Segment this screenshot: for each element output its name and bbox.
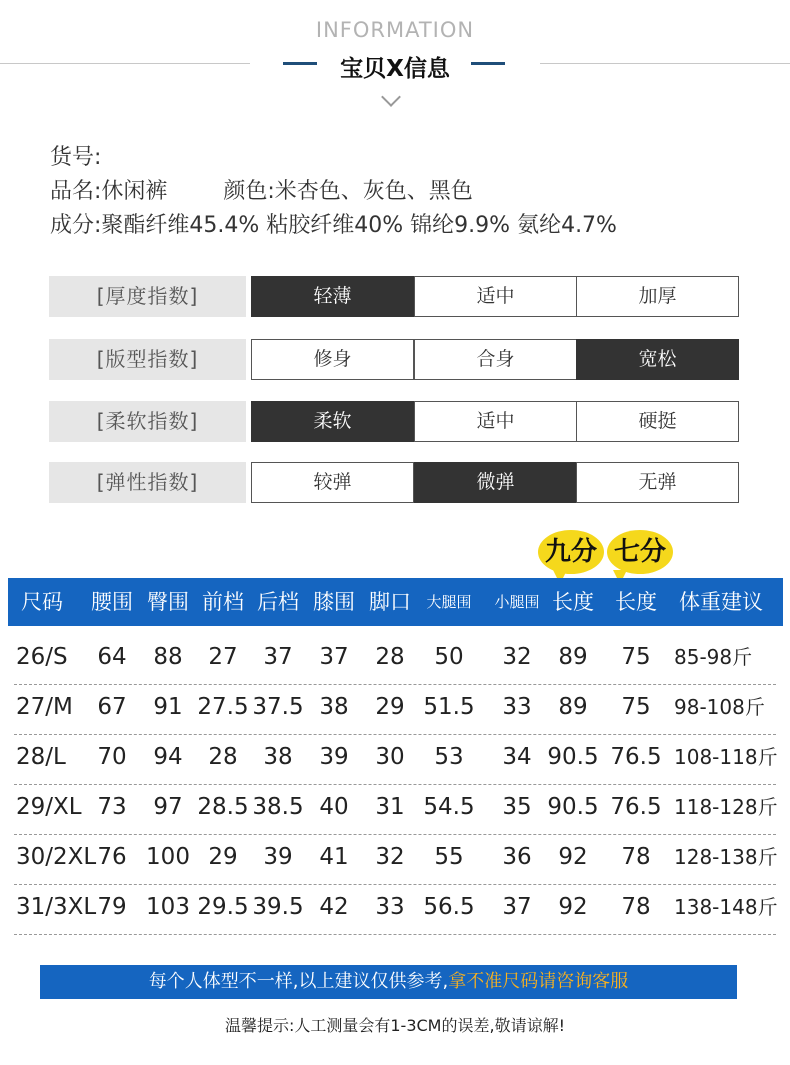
table-row [8, 630, 783, 680]
table-cell: 97 [153, 794, 183, 820]
table-cell: 94 [153, 744, 183, 770]
table-row [8, 830, 783, 880]
column-header: 尺码 [21, 590, 63, 614]
table-cell: 89 [558, 644, 588, 670]
table-cell: 28.5 [197, 794, 249, 820]
table-cell: 29.5 [197, 894, 249, 920]
table-cell: 53 [434, 744, 464, 770]
index-option: 适中 [414, 401, 577, 442]
size-advice-highlight: 拿不准尺码请咨询客服 [448, 971, 629, 992]
index-row [49, 401, 739, 442]
table-cell: 98-108斤 [674, 695, 765, 719]
table-cell: 36 [502, 844, 532, 870]
index-row [49, 462, 739, 503]
table-cell: 78 [621, 844, 651, 870]
table-cell: 91 [153, 694, 183, 720]
table-cell: 42 [319, 894, 349, 920]
table-cell: 73 [97, 794, 127, 820]
table-cell: 76 [97, 844, 127, 870]
header-title-cn: 宝贝X信息 [340, 56, 450, 82]
index-label: [弹性指数] [49, 462, 246, 503]
table-cell: 89 [558, 694, 588, 720]
table-row [8, 780, 783, 830]
table-cell: 31/3XL [16, 894, 97, 920]
index-label: [厚度指数] [49, 276, 246, 317]
column-header: 前档 [202, 590, 244, 614]
table-cell: 75 [621, 644, 651, 670]
table-cell: 27.5 [197, 694, 249, 720]
table-cell: 90.5 [547, 744, 599, 770]
table-cell: 37 [319, 644, 349, 670]
table-cell: 26/S [16, 644, 68, 670]
table-cell: 90.5 [547, 794, 599, 820]
table-cell: 38 [319, 694, 349, 720]
index-option: 加厚 [576, 276, 739, 317]
table-row [8, 680, 783, 730]
index-option: 合身 [414, 339, 577, 380]
column-header: 长度 [552, 590, 594, 614]
table-cell: 41 [319, 844, 349, 870]
column-header: 后档 [257, 590, 299, 614]
info-item-no: 货号: [50, 145, 102, 170]
size-advice-bar [40, 965, 737, 999]
index-label: [版型指数] [49, 339, 246, 380]
table-cell: 33 [502, 694, 532, 720]
table-cell: 92 [558, 894, 588, 920]
header-title-en: INFORMATION [315, 18, 475, 42]
index-option-selected: 宽松 [576, 339, 739, 380]
table-cell: 55 [434, 844, 464, 870]
table-cell: 38.5 [252, 794, 304, 820]
column-header: 腰围 [91, 590, 133, 614]
table-row [8, 880, 783, 930]
table-cell: 79 [97, 894, 127, 920]
table-cell: 103 [146, 894, 190, 920]
info-name-color: 品名:休闲裤 颜色:米杏色、灰色、黑色 [50, 179, 473, 204]
table-cell: 76.5 [610, 744, 662, 770]
table-cell: 78 [621, 894, 651, 920]
table-cell: 27 [208, 644, 238, 670]
column-header: 长度 [615, 590, 657, 614]
bubble-seven-length: 七分 [607, 530, 673, 574]
table-cell: 100 [146, 844, 190, 870]
bubble-nine-length: 九分 [538, 530, 604, 574]
index-option-selected: 微弹 [414, 462, 577, 503]
table-cell: 108-118斤 [674, 745, 778, 769]
size-table-header [8, 578, 783, 626]
table-cell: 85-98斤 [674, 645, 753, 669]
table-cell: 29/XL [16, 794, 82, 820]
table-cell: 54.5 [423, 794, 475, 820]
table-cell: 31 [375, 794, 405, 820]
index-option: 修身 [251, 339, 414, 380]
table-cell: 33 [375, 894, 405, 920]
index-option-selected: 柔软 [251, 401, 414, 442]
table-cell: 37 [263, 644, 293, 670]
table-cell: 35 [502, 794, 532, 820]
table-cell: 67 [97, 694, 127, 720]
size-advice-text: 每个人体型不一样,以上建议仅供参考, [148, 971, 449, 992]
table-cell: 37 [502, 894, 532, 920]
table-cell: 128-138斤 [674, 845, 778, 869]
table-cell: 32 [502, 644, 532, 670]
chevron-down-icon [381, 87, 401, 107]
table-cell: 40 [319, 794, 349, 820]
table-cell: 92 [558, 844, 588, 870]
table-cell: 39 [263, 844, 293, 870]
table-row [8, 730, 783, 780]
row-divider [14, 934, 776, 935]
index-option: 硬挺 [576, 401, 739, 442]
table-cell: 64 [97, 644, 127, 670]
table-cell: 50 [434, 644, 464, 670]
index-row [49, 276, 739, 317]
column-header: 大腿围 [426, 593, 472, 611]
table-cell: 75 [621, 694, 651, 720]
table-cell: 30/2XL [16, 844, 97, 870]
index-option: 无弹 [576, 462, 739, 503]
table-cell: 38 [263, 744, 293, 770]
table-cell: 30 [375, 744, 405, 770]
table-cell: 51.5 [423, 694, 475, 720]
table-cell: 32 [375, 844, 405, 870]
table-cell: 27/M [16, 694, 73, 720]
index-option: 较弹 [251, 462, 414, 503]
index-option: 适中 [414, 276, 577, 317]
table-cell: 37.5 [252, 694, 304, 720]
column-header: 膝围 [313, 590, 355, 614]
column-header: 体重建议 [679, 590, 763, 614]
table-cell: 29 [208, 844, 238, 870]
table-cell: 88 [153, 644, 183, 670]
index-row [49, 339, 739, 380]
table-cell: 29 [375, 694, 405, 720]
table-cell: 34 [502, 744, 532, 770]
table-cell: 28 [208, 744, 238, 770]
column-header: 臀围 [147, 590, 189, 614]
table-cell: 76.5 [610, 794, 662, 820]
index-option-selected: 轻薄 [251, 276, 414, 317]
column-header: 小腿围 [494, 593, 540, 611]
index-label: [柔软指数] [49, 401, 246, 442]
table-cell: 138-148斤 [674, 895, 778, 919]
table-cell: 56.5 [423, 894, 475, 920]
table-cell: 28 [375, 644, 405, 670]
measurement-footnote: 温馨提示:人工测量会有1-3CM的误差,敬请谅解! [224, 1016, 565, 1035]
table-cell: 39.5 [252, 894, 304, 920]
table-cell: 70 [97, 744, 127, 770]
table-cell: 28/L [16, 744, 66, 770]
info-composition: 成分:聚酯纤维45.4% 粘胶纤维40% 锦纶9.9% 氨纶4.7% [50, 213, 617, 238]
table-cell: 39 [319, 744, 349, 770]
table-cell: 118-128斤 [674, 795, 778, 819]
column-header: 脚口 [369, 590, 411, 614]
